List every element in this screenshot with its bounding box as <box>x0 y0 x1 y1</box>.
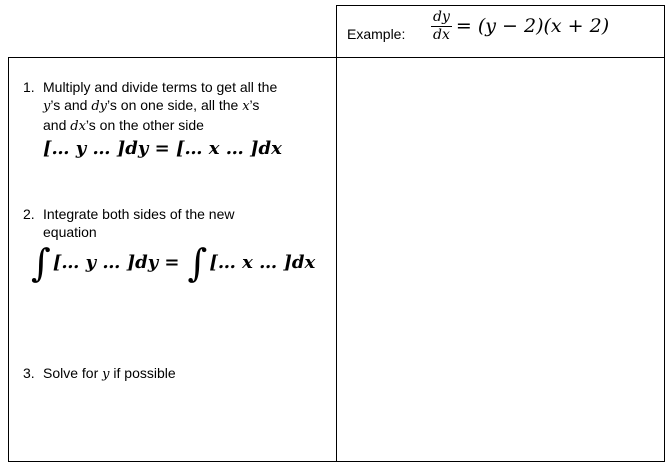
step-text <box>43 364 305 384</box>
step-text-fragment: if possible <box>109 365 176 381</box>
steps-cell <box>8 57 337 462</box>
math-variable: dy <box>91 99 108 114</box>
step-text-fragment: ’s on one side, all the <box>107 97 243 113</box>
step-1 <box>23 78 305 159</box>
step-number: 1. <box>23 79 35 95</box>
step-3 <box>23 364 305 384</box>
step-number: 3. <box>23 365 35 381</box>
step-text-fragment: Solve for <box>43 365 103 381</box>
step-text <box>43 78 305 136</box>
step-text-line: Multiply and divide terms to get all the <box>43 79 278 95</box>
integral-rhs: [… x … ]dx <box>209 252 316 273</box>
math-variable: y <box>102 367 110 382</box>
workspace-cell <box>336 57 665 462</box>
example-equation <box>431 10 609 42</box>
integral-icon: ∫ <box>31 241 51 285</box>
integral-icon: ∫ <box>187 241 208 285</box>
fraction-numerator: dy <box>433 9 450 25</box>
step-text-fragment: ’s on the other side <box>85 117 204 133</box>
math-variable: x <box>242 99 250 114</box>
math-variable: dx <box>70 119 86 134</box>
equation-right-side: = (y − 2)(x + 2) <box>455 15 610 38</box>
step-text: Integrate both sides of the new equation <box>43 206 235 240</box>
integrated-equation <box>31 243 315 283</box>
example-label: Example: <box>347 26 406 42</box>
step-number: 2. <box>23 206 35 222</box>
step-2 <box>23 205 316 285</box>
separated-equation: [… y … ]dy = [… x … ]dx <box>43 138 282 159</box>
step-text-fragment: ’s and <box>50 97 92 113</box>
example-header-cell <box>336 5 665 58</box>
integral-lhs: [… y … ]dy = <box>52 252 180 273</box>
derivative-fraction <box>431 10 452 42</box>
step-text-fragment: and <box>43 117 71 133</box>
step-text-fragment: ’s <box>249 97 260 113</box>
fraction-denominator: dx <box>433 26 450 43</box>
math-variable: y <box>43 99 51 114</box>
